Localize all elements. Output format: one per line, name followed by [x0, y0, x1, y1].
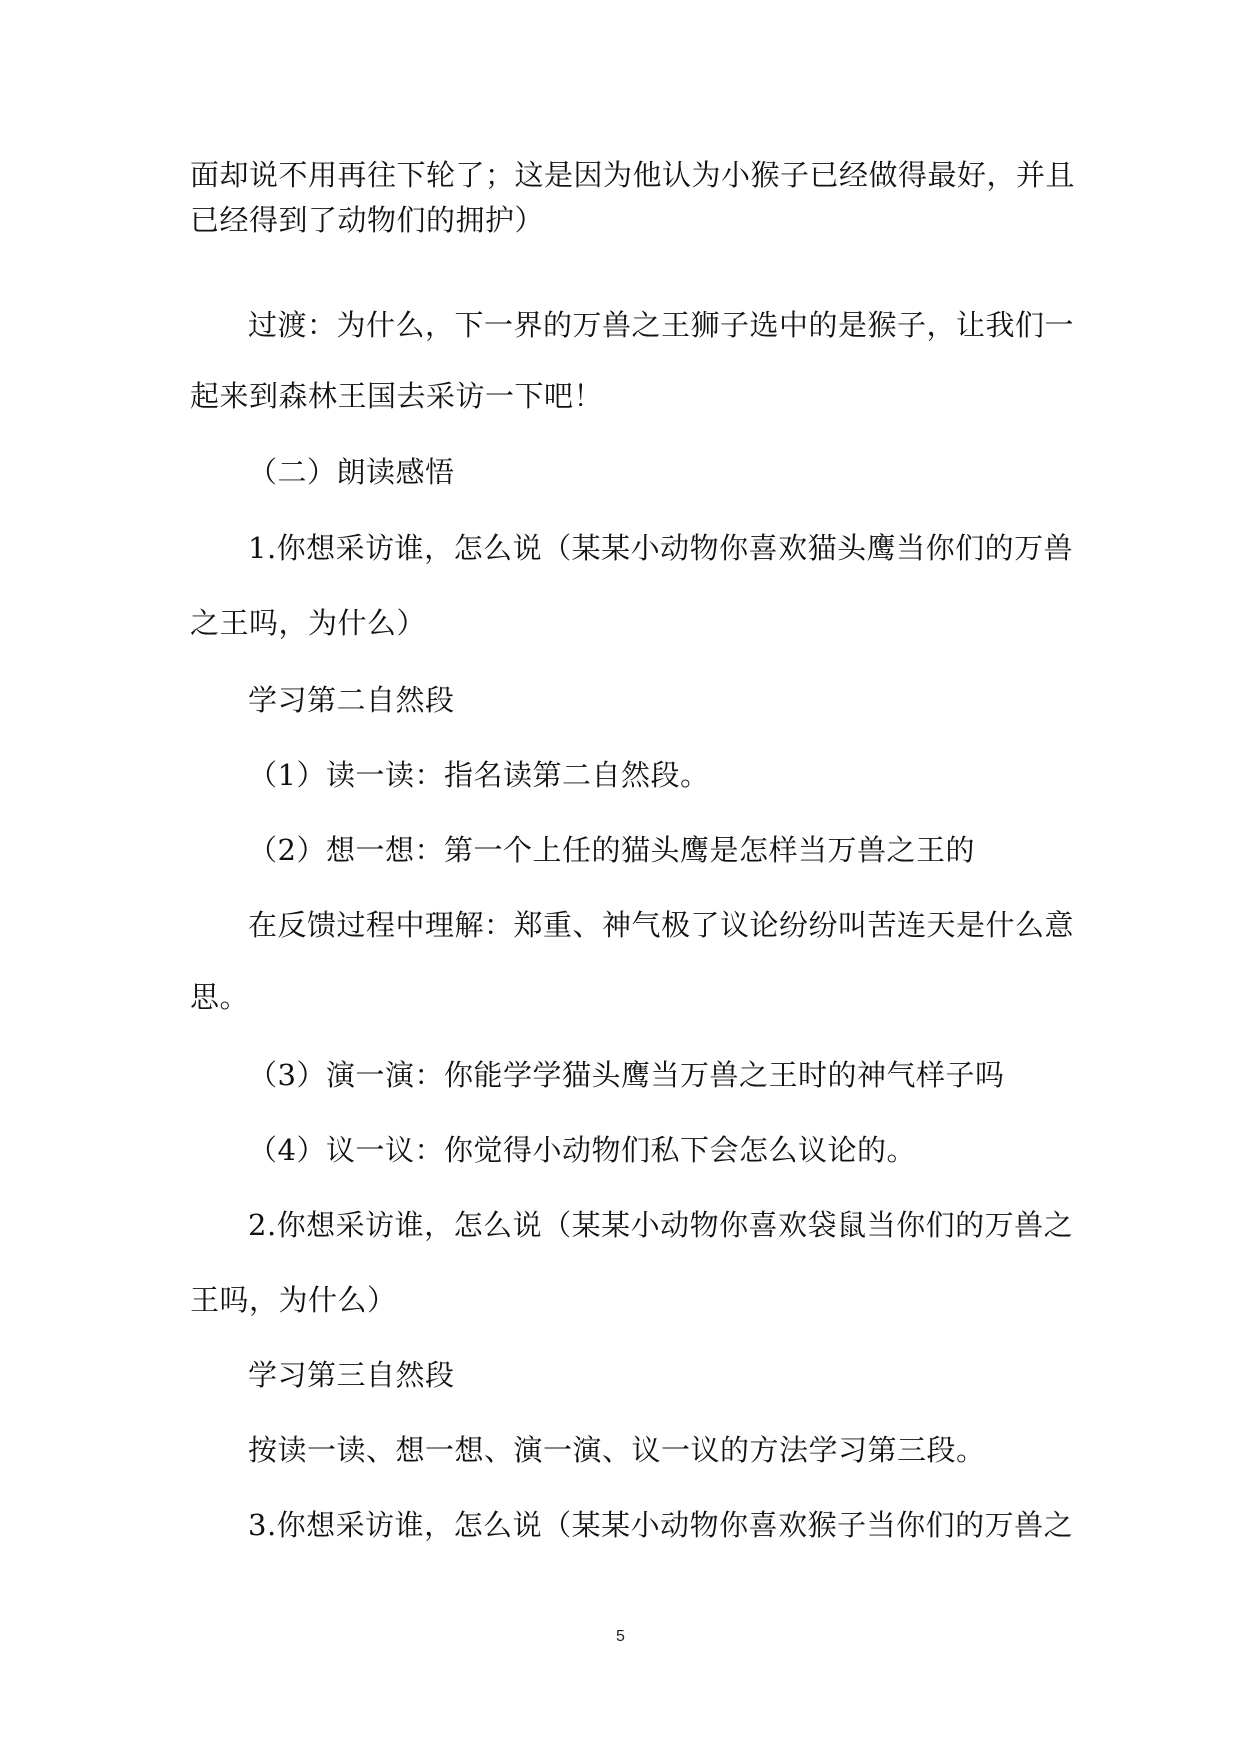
text-line-16: 王吗，为什么） [190, 1283, 397, 1317]
text-line-15: 2.你想采访谁，怎么说（某某小动物你喜欢袋鼠当你们的万兽之 [248, 1208, 1074, 1242]
page-number: 5 [616, 1628, 625, 1645]
text-line-14: （4）议一议：你觉得小动物们私下会怎么议论的。 [248, 1133, 916, 1167]
subheading-paragraph-2: 学习第二自然段 [248, 683, 455, 717]
text-line-13: （3）演一演：你能学学猫头鹰当万兽之王时的神气样子吗 [248, 1058, 1005, 1092]
text-line-4: 起来到森林王国去采访一下吧！ [190, 379, 604, 413]
text-line-12: 思。 [190, 980, 250, 1014]
text-line-10: （2）想一想：第一个上任的猫头鹰是怎样当万兽之王的 [248, 833, 975, 867]
text-line-2: 已经得到了动物们的拥护） [190, 203, 545, 237]
text-line-19: 3.你想采访谁，怎么说（某某小动物你喜欢猴子当你们的万兽之 [248, 1508, 1074, 1542]
text-line-7: 之王吗，为什么） [190, 606, 427, 640]
text-line-11: 在反馈过程中理解：郑重、神气极了议论纷纷叫苦连天是什么意 [248, 908, 1075, 942]
subheading-paragraph-3: 学习第三自然段 [248, 1358, 455, 1392]
text-line-3: 过渡：为什么，下一界的万兽之王狮子选中的是猴子，让我们一 [248, 308, 1075, 342]
section-heading-reading: （二）朗读感悟 [248, 455, 455, 489]
text-line-9: （1）读一读：指名读第二自然段。 [248, 758, 710, 792]
text-line-1: 面却说不用再往下轮了；这是因为他认为小猴子已经做得最好，并且 [190, 158, 1076, 192]
text-line-6: 1.你想采访谁，怎么说（某某小动物你喜欢猫头鹰当你们的万兽 [248, 531, 1074, 565]
text-line-18: 按读一读、想一想、演一演、议一议的方法学习第三段。 [248, 1433, 986, 1467]
